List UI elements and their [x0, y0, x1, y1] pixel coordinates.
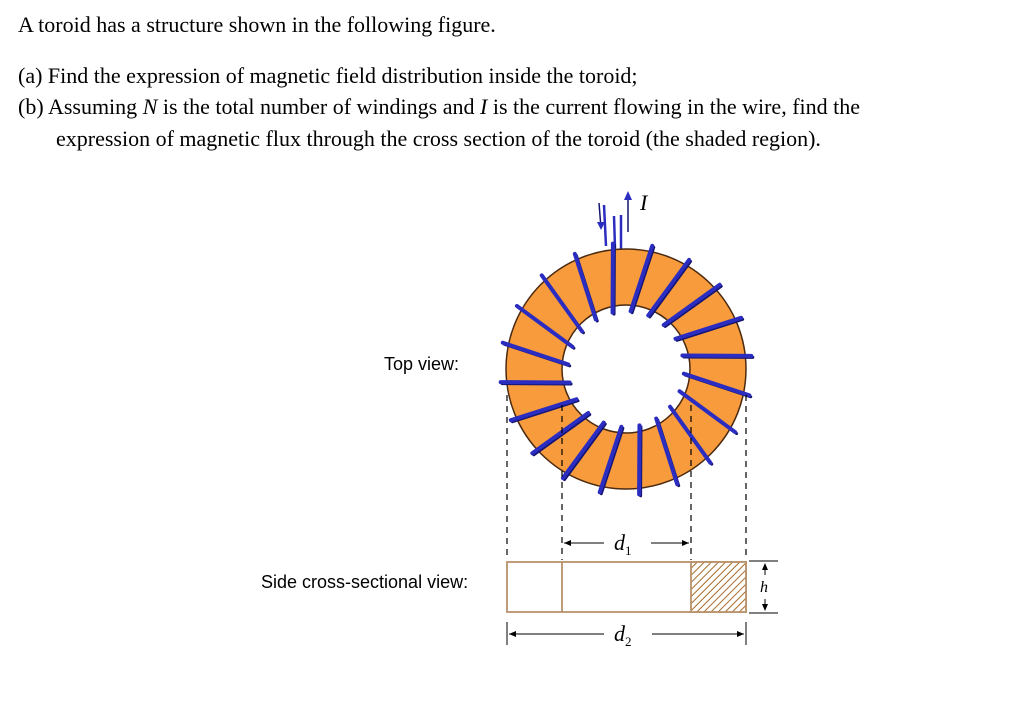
lead-wires [597, 191, 632, 250]
var-n: N [142, 94, 158, 119]
current-label: I [640, 190, 648, 215]
d2-label: $d_2$ [614, 621, 632, 649]
part-a-text: (a) Find the expression of magnetic field distribution inside the toroid; [18, 63, 638, 88]
part-b-mid1: is the total number of windings and [157, 94, 480, 119]
problem-intro: A toroid has a structure shown in the following figure. [18, 12, 496, 37]
var-i: I [480, 94, 488, 119]
part-b-prefix: (b) Assuming [18, 94, 143, 119]
toroid-core [506, 249, 746, 489]
side-cross-section [507, 562, 746, 612]
part-b-mid2: is the current flowing in the wire, find the [487, 94, 861, 119]
top-view-label: Top view: [384, 354, 460, 374]
d1-label: $d_1$ [614, 530, 632, 558]
side-view-label: Side cross-sectional view: [261, 572, 469, 592]
shaded-cross-section [691, 562, 746, 612]
part-b-line2: expression of magnetic flux through the cross section of the toroid (the shaded region). [56, 126, 821, 151]
h-label: h [760, 579, 768, 596]
